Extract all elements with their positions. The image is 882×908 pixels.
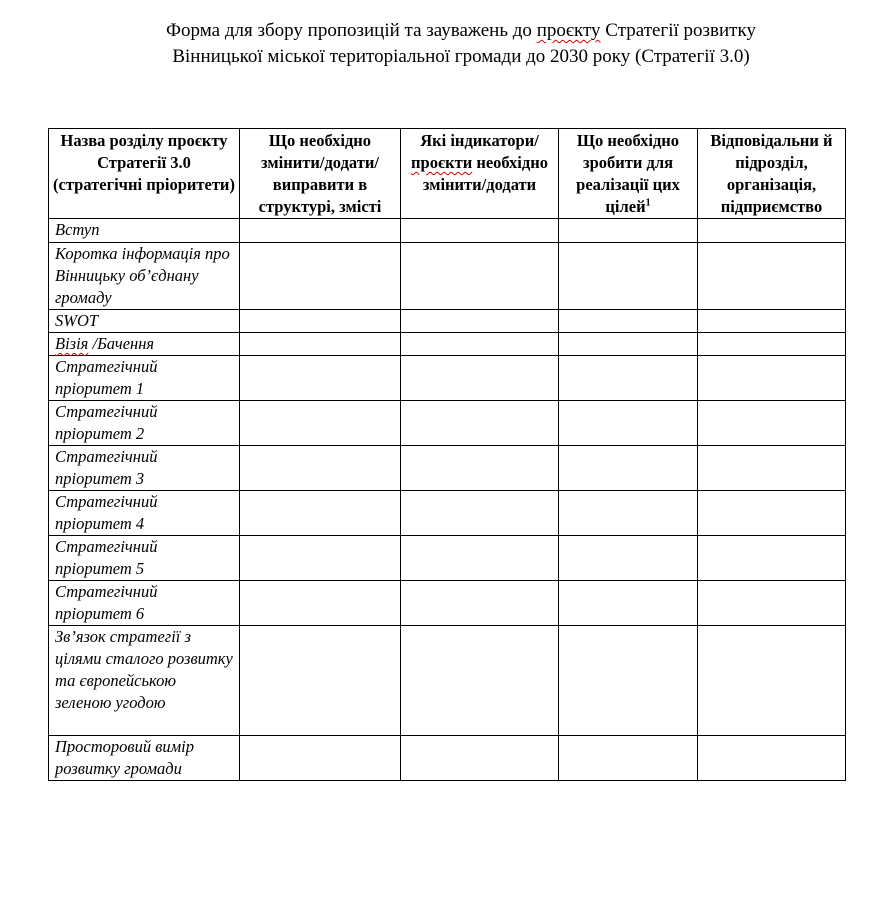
input-cell[interactable] [698, 310, 846, 333]
header-actions: Що необхідно зробити для реалізації цих цілей$^1$ [559, 129, 698, 219]
section-name-cell: Стратегічний пріоритет 6 [49, 581, 240, 626]
input-cell[interactable] [240, 310, 401, 333]
input-cell[interactable] [240, 333, 401, 356]
section-name-cell: Стратегічний пріоритет 4 [49, 491, 240, 536]
input-cell[interactable] [240, 736, 401, 781]
section-name-cell: Просторовий вимір розвитку громади [49, 736, 240, 781]
input-cell[interactable] [698, 581, 846, 626]
input-cell[interactable] [559, 243, 698, 310]
input-cell[interactable] [698, 626, 846, 736]
input-cell[interactable] [698, 356, 846, 401]
header-section-name: Назва розділу проєкту Стратегії 3.0 (стратегічні пріоритети) [49, 129, 240, 219]
input-cell[interactable] [559, 491, 698, 536]
input-cell[interactable] [698, 219, 846, 243]
input-cell[interactable] [240, 536, 401, 581]
input-cell[interactable] [240, 401, 401, 446]
input-cell[interactable] [559, 446, 698, 491]
header-changes: Що необхідно змінити/додати/ виправити в структурі, змісті [240, 129, 401, 219]
input-cell[interactable] [401, 310, 559, 333]
table-row [49, 356, 846, 401]
header-responsible: Відповідальни й підрозділ, організація, підприємство [698, 129, 846, 219]
input-cell[interactable] [401, 626, 559, 736]
table-row [49, 401, 846, 446]
input-cell[interactable] [240, 581, 401, 626]
section-name-cell: Зв’язок стратегії з цілями сталого розвитку та європейською зеленою угодою [49, 626, 240, 736]
input-cell[interactable] [698, 736, 846, 781]
input-cell[interactable] [559, 736, 698, 781]
header-indicators: Які індикатори/ проєкти необхідно змінити/додати [401, 129, 559, 219]
table-row [49, 536, 846, 581]
input-cell[interactable] [401, 536, 559, 581]
header-row [49, 129, 846, 219]
input-cell[interactable] [240, 219, 401, 243]
table-row [49, 219, 846, 243]
table-row [49, 446, 846, 491]
input-cell[interactable] [240, 446, 401, 491]
input-cell[interactable] [401, 219, 559, 243]
input-cell[interactable] [401, 333, 559, 356]
input-cell[interactable] [698, 446, 846, 491]
input-cell[interactable] [401, 243, 559, 310]
table-row [49, 333, 846, 356]
input-cell[interactable] [698, 491, 846, 536]
proposal-form-table [48, 128, 846, 781]
input-cell[interactable] [698, 333, 846, 356]
table-row [49, 581, 846, 626]
input-cell[interactable] [559, 401, 698, 446]
section-name-cell: Стратегічний пріоритет 5 [49, 536, 240, 581]
input-cell[interactable] [559, 536, 698, 581]
input-cell[interactable] [559, 626, 698, 736]
input-cell[interactable] [401, 446, 559, 491]
section-name-cell: Візія /Бачення [49, 333, 240, 356]
section-name-cell: Стратегічний пріоритет 1 [49, 356, 240, 401]
input-cell[interactable] [240, 243, 401, 310]
title-line-1: Форма для збору пропозицій та зауважень до проєкту Стратегії розвитку [166, 20, 756, 41]
input-cell[interactable] [559, 356, 698, 401]
table-row [49, 243, 846, 310]
input-cell[interactable] [240, 491, 401, 536]
input-cell[interactable] [559, 219, 698, 243]
input-cell[interactable] [401, 491, 559, 536]
table-row [49, 736, 846, 781]
footnote-marker: 1 [645, 197, 651, 209]
input-cell[interactable] [698, 243, 846, 310]
table-row [49, 310, 846, 333]
section-name-cell: Стратегічний пріоритет 2 [49, 401, 240, 446]
title-line-2: Вінницької міської територіальної громади до 2030 року (Стратегії 3.0) [172, 46, 750, 67]
input-cell[interactable] [559, 581, 698, 626]
input-cell[interactable] [559, 310, 698, 333]
input-cell[interactable] [698, 401, 846, 446]
input-cell[interactable] [559, 333, 698, 356]
table-row [49, 491, 846, 536]
input-cell[interactable] [401, 401, 559, 446]
document-title [0, 18, 882, 70]
input-cell[interactable] [401, 581, 559, 626]
input-cell[interactable] [401, 736, 559, 781]
input-cell[interactable] [401, 356, 559, 401]
section-name-cell: Стратегічний пріоритет 3 [49, 446, 240, 491]
section-name-cell: Коротка інформація про Вінницьку об’єднану громаду [49, 243, 240, 310]
input-cell[interactable] [240, 356, 401, 401]
input-cell[interactable] [240, 626, 401, 736]
table-row [49, 626, 846, 736]
section-name-cell: Вступ [49, 219, 240, 243]
section-name-cell: SWOT [49, 310, 240, 333]
input-cell[interactable] [698, 536, 846, 581]
